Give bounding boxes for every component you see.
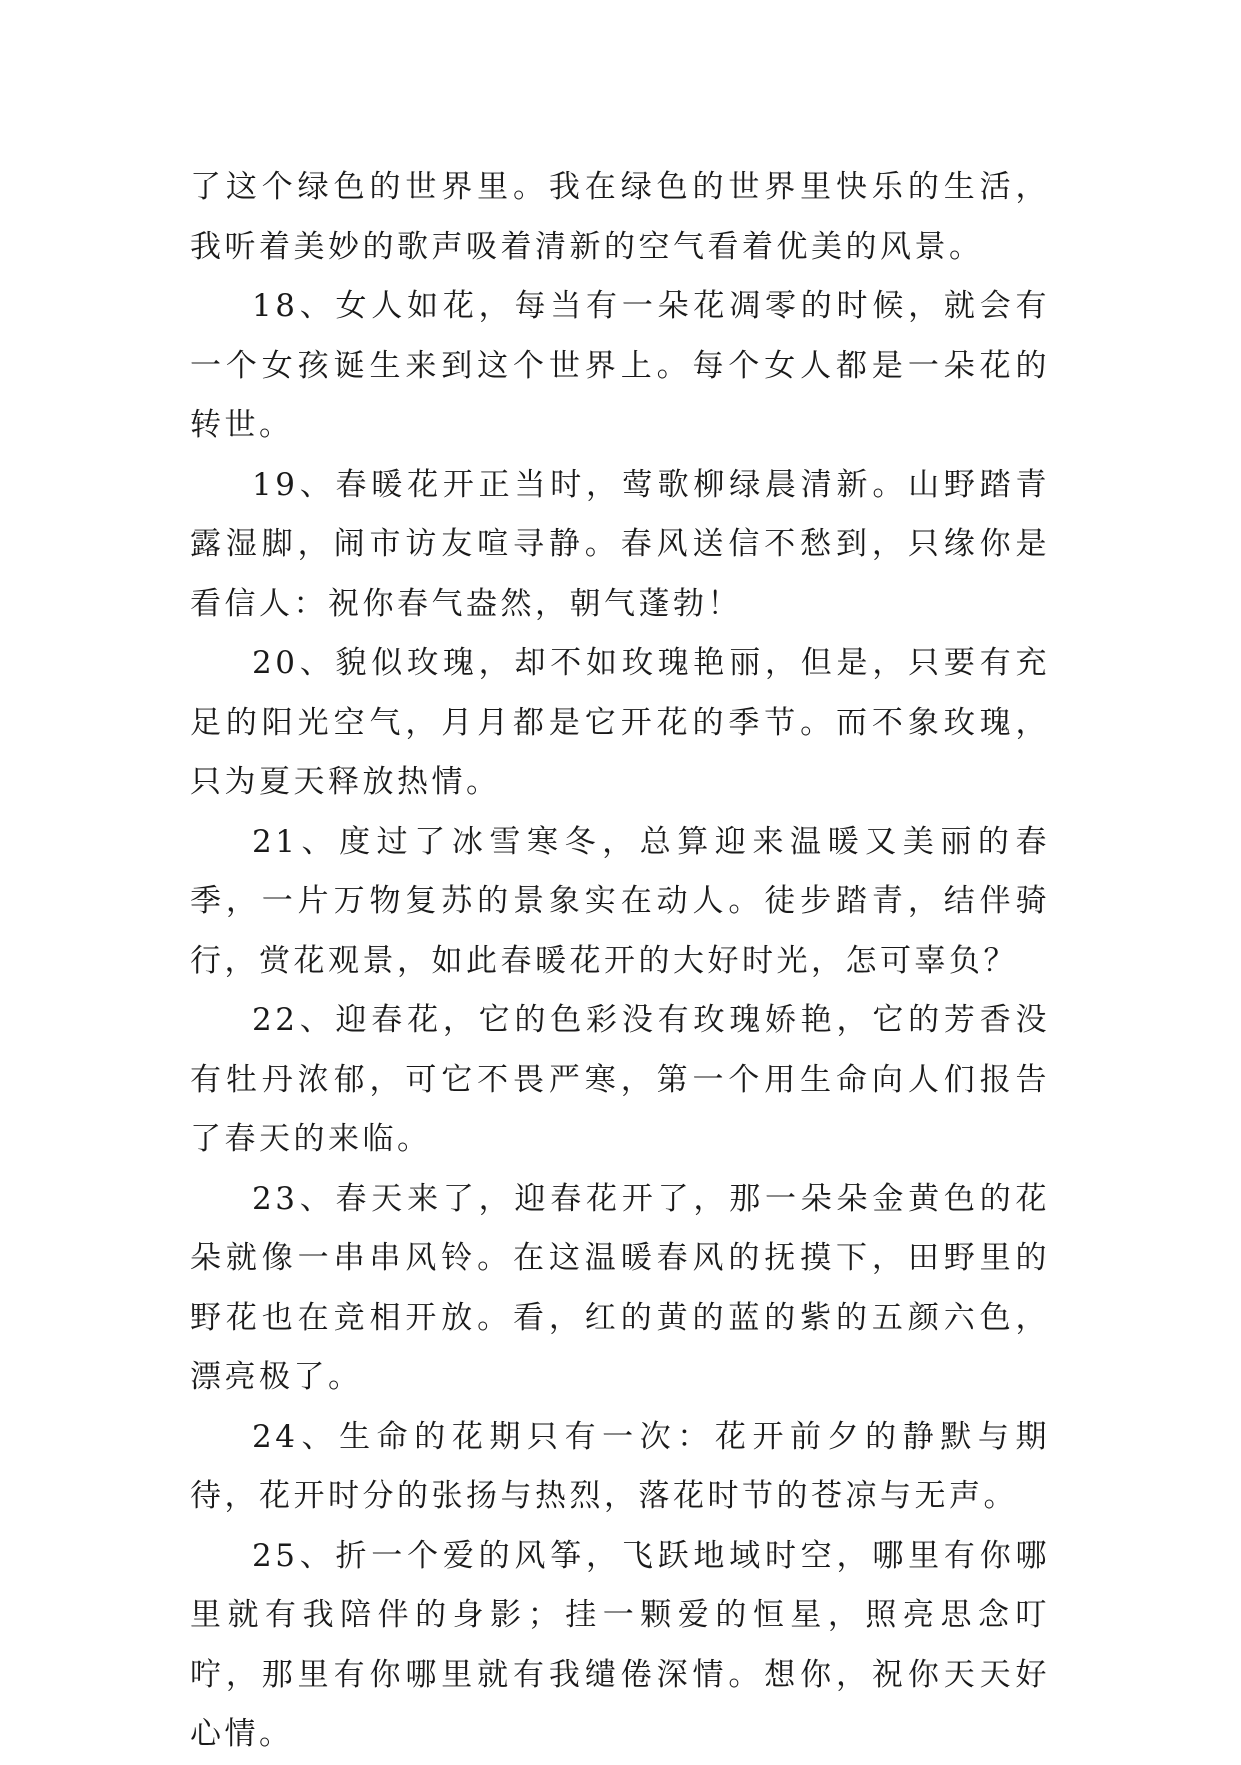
- paragraph-item-22: 22、迎春花，它的色彩没有玫瑰娇艳，它的芳香没有牡丹浓郁，可它不畏严寒，第一个用生命向人们报告了春天的来临。: [190, 1002, 1050, 1157]
- paragraph-continued: 了这个绿色的世界里。我在绿色的世界里快乐的生活，我听着美妙的歌声吸着清新的空气看着优美的风景。: [190, 169, 1050, 265]
- paragraph-item-25: 25、折一个爱的风筝，飞跃地域时空，哪里有你哪里就有我陪伴的身影；挂一颗爱的恒星，照亮思念叮咛，那里有你哪里就有我缱倦深情。想你，祝你天天好心情。: [190, 1537, 1050, 1752]
- paragraph-item-19: 19、春暖花开正当时，莺歌柳绿晨清新。山野踏青露湿脚，闹市访友喧寻静。春风送信不愁到，只缘你是看信人：祝你春气盎然，朝气蓬勃！: [190, 466, 1050, 622]
- paragraph-item-18: 18、女人如花，每当有一朵花凋零的时候，就会有一个女孩诞生来到这个世界上。每个女人都是一朵花的转世。: [190, 288, 1050, 443]
- paragraph-item-21: 21、度过了冰雪寒冬，总算迎来温暖又美丽的春季，一片万物复苏的景象实在动人。徒步踏青，结伴骑行，赏花观景，如此春暖花开的大好时光，怎可辜负？: [190, 823, 1050, 979]
- document-body: [190, 158, 1050, 1765]
- paragraph-item-23: 23、春天来了，迎春花开了，那一朵朵金黄色的花朵就像一串串风铃。在这温暖春风的抚摸下，田野里的野花也在竞相开放。看，红的黄的蓝的紫的五颜六色，漂亮极了。: [190, 1180, 1050, 1395]
- paragraph-item-20: 20、貌似玫瑰，却不如玫瑰艳丽，但是，只要有充足的阳光空气，月月都是它开花的季节。而不象玫瑰，只为夏天释放热情。: [190, 645, 1050, 800]
- paragraph-item-24: 24、生命的花期只有一次：花开前夕的静默与期待，花开时分的张扬与热烈，落花时节的苍凉与无声。: [190, 1418, 1050, 1514]
